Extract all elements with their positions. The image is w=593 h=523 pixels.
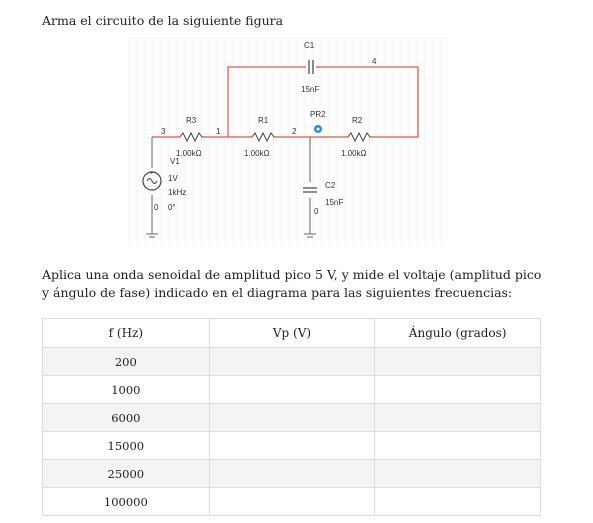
- label-probe: PR2: [310, 110, 326, 119]
- measurement-table: [42, 318, 541, 516]
- intro-text: Arma el circuito de la siguiente figura: [42, 13, 284, 28]
- table-row: [43, 488, 541, 516]
- label-v1-frequency: 1kHz: [168, 188, 187, 197]
- label-node-0-right: 0: [314, 207, 319, 216]
- cell-vp[interactable]: [209, 432, 375, 460]
- cell-frequency: 25000: [43, 460, 210, 488]
- label-node-1: 1: [216, 127, 221, 136]
- label-r1-value: 1.00kΩ: [244, 149, 270, 158]
- table-row: [43, 404, 541, 432]
- header-frequency: f (Hz): [43, 319, 210, 348]
- label-c2-name: C2: [325, 181, 336, 190]
- header-vp: Vp (V): [209, 319, 375, 348]
- label-v1-amplitude: 1V: [168, 174, 178, 183]
- table-row: [43, 432, 541, 460]
- cell-vp[interactable]: [209, 348, 375, 376]
- label-r1-name: R1: [258, 116, 269, 125]
- cell-angle[interactable]: [375, 404, 541, 432]
- cell-frequency: 15000: [43, 432, 210, 460]
- cell-vp[interactable]: [209, 488, 375, 516]
- label-c1-value: 15nF: [301, 85, 320, 94]
- label-node-3: 3: [161, 127, 166, 136]
- label-node-4: 4: [372, 57, 377, 66]
- label-v1-name: V1: [170, 157, 180, 166]
- label-r2-name: R2: [352, 116, 363, 125]
- cell-angle[interactable]: [375, 376, 541, 404]
- table-row: [43, 348, 541, 376]
- cell-angle[interactable]: [375, 460, 541, 488]
- header-angle: Ángulo (grados): [375, 319, 541, 348]
- label-v1-phase: 0°: [168, 203, 176, 212]
- cell-angle[interactable]: [375, 432, 541, 460]
- cell-frequency: 100000: [43, 488, 210, 516]
- circuit-grid: [128, 38, 448, 246]
- cell-angle[interactable]: [375, 488, 541, 516]
- cell-angle[interactable]: [375, 348, 541, 376]
- source-v1: [143, 171, 161, 190]
- label-r2-value: 1.00kΩ: [341, 149, 367, 158]
- label-r3-value: 1.00kΩ: [176, 149, 202, 158]
- table-row: [43, 460, 541, 488]
- instructions-text: Aplica una onda senoidal de amplitud pico 5 V, y mide el voltaje (amplitud pico y ángulo de fase) indicado en el diagrama para las siguientes frecuencias:: [42, 267, 542, 300]
- cell-frequency: 6000: [43, 404, 210, 432]
- label-node-2: 2: [292, 127, 297, 136]
- label-r3-name: R3: [186, 116, 197, 125]
- cell-vp[interactable]: [209, 376, 375, 404]
- cell-frequency: 200: [43, 348, 210, 376]
- table-row: [43, 376, 541, 404]
- label-c2-value: 15nF: [325, 198, 344, 207]
- cell-frequency: 1000: [43, 376, 210, 404]
- table-header-row: [43, 319, 541, 348]
- label-c1-name: C1: [304, 41, 315, 50]
- label-node-0-left: 0: [154, 203, 159, 212]
- circuit-diagram: [128, 38, 448, 246]
- cell-vp[interactable]: [209, 404, 375, 432]
- cell-vp[interactable]: [209, 460, 375, 488]
- svg-text:+: +: [150, 171, 154, 177]
